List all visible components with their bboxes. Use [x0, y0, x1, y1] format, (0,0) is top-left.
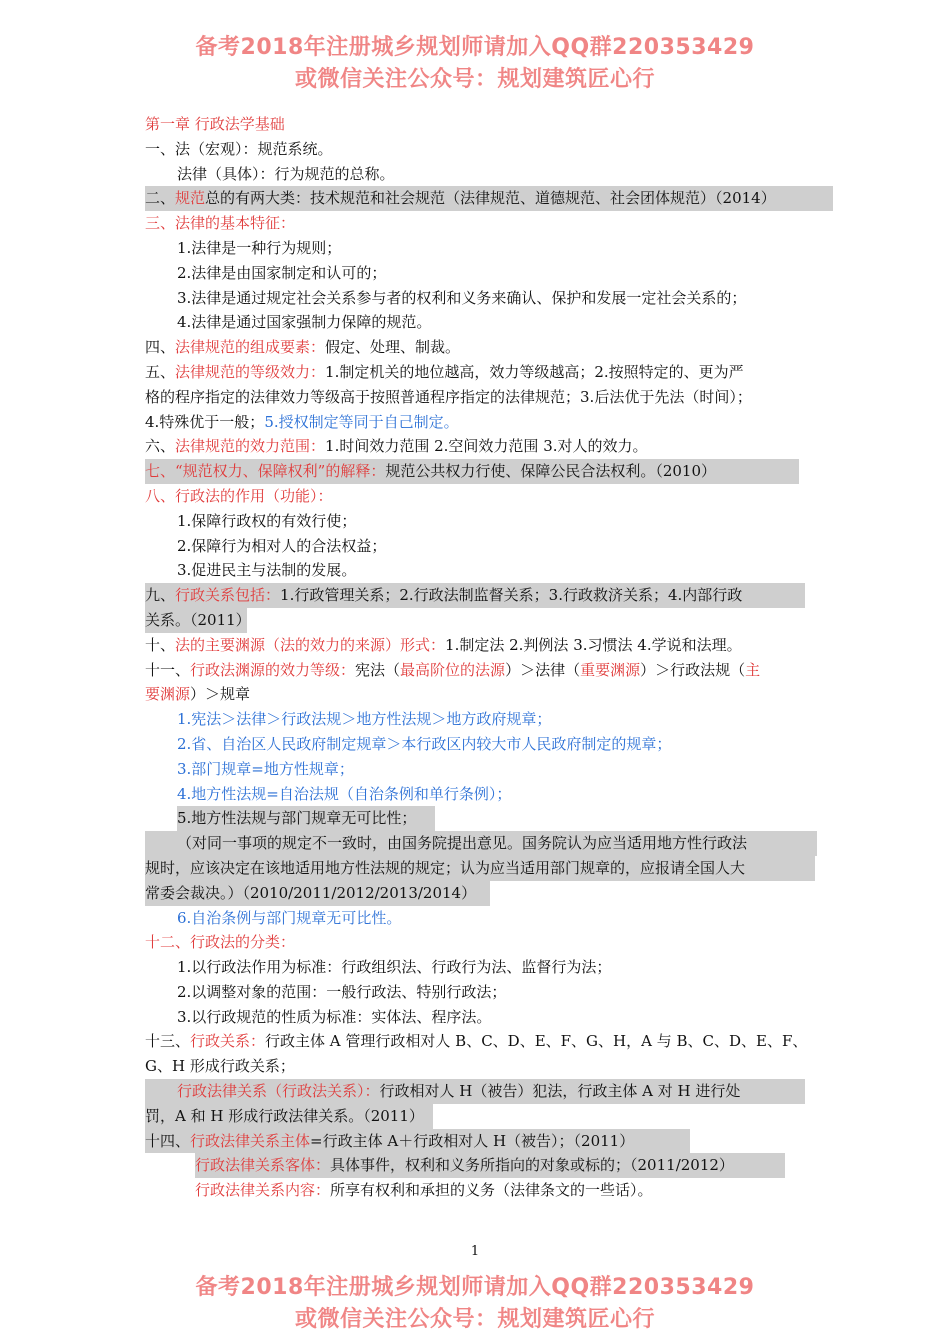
- s10-text: 1.制定法 2.判例法 3.习惯法 4.学说和法理。: [445, 635, 742, 654]
- section-3-heading: [145, 211, 835, 236]
- document-body: [145, 112, 835, 1203]
- s3-item: 4.法律是通过国家强制力保障的规范。: [177, 313, 432, 332]
- s2-red: 规范: [175, 189, 206, 208]
- s13-sub-l2: 罚，A 和 H 形成行政法律关系。（2011）: [145, 1106, 424, 1125]
- s6-text: 1.时间效力范围 2.空间效力范围 3.对人的效力。: [325, 437, 648, 456]
- section-6: [145, 434, 835, 459]
- s7-head: 七、“规范权力、保障权利”的解释：: [145, 462, 386, 481]
- s11-note-row-1: [145, 831, 835, 856]
- s1-line-2: 法律（具体）：行为规范的总称。: [177, 164, 395, 183]
- s3-item: 1.法律是一种行为规则；: [177, 238, 342, 257]
- s11-item-6: 6.自治条例与部门规章无可比性。: [177, 908, 402, 927]
- section-5-line-3: [145, 410, 835, 435]
- banner-line-2: 或微信关注公众号：规划建筑匠心行: [294, 1307, 655, 1332]
- s11-t2: ）＞法律（: [505, 660, 581, 679]
- s14-content-text: 所享有权利和承担的义务（法律条文的一些话）。: [330, 1181, 653, 1200]
- s12-item: 1.以行政法作用为标准：行政组织法、行政行为法、监督行为法；: [177, 958, 612, 977]
- s6-head: 法律规范的效力范围：: [175, 437, 326, 456]
- s11-item-5: 5.地方性法规与部门规章无可比性；: [177, 809, 417, 828]
- s13-sub-l1: 行政相对人 H（被告）犯法，行政主体 A 对 H 进行处: [379, 1082, 741, 1101]
- s13-line-2: G、H 形成行政关系；: [145, 1057, 295, 1076]
- s11-blue-item: 1.宪法＞法律＞行政法规＞地方性法规＞地方政府规章；: [177, 710, 552, 729]
- s1-line-1: 一、法（宏观）：规范系统。: [145, 139, 333, 158]
- s9-head: 行政关系包括：: [175, 586, 281, 605]
- s12-head: 十二、行政法的分类：: [145, 933, 296, 952]
- s11-r4: 要渊源: [145, 685, 191, 704]
- s9-l1: 1.行政管理关系；2.行政法制监督关系；3.行政救济关系；4.内部行政: [280, 586, 743, 605]
- section-14: [145, 1129, 835, 1154]
- s8-item: 3.促进民主与法制的发展。: [177, 561, 357, 580]
- chapter-title: 第一章 行政法学基础: [145, 115, 285, 133]
- s8-head: 八、行政法的作用（功能）：: [145, 486, 333, 505]
- s4-prefix: 四、: [145, 338, 176, 357]
- footer-banner: [0, 1272, 950, 1336]
- s11-blue-item: 2.省、自治区人民政府制定规章＞本行政区内较大市人民政府制定的规章；: [177, 734, 672, 753]
- s9-l2: 关系。（2011）: [145, 610, 251, 629]
- s13-l1: 行政主体 A 管理行政相对人 B、C、D、E、F、G、H，A 与 B、C、D、E、F、: [265, 1032, 808, 1051]
- s9-prefix: 九、: [145, 586, 176, 605]
- s11-t3: ）＞行政法规（: [640, 660, 746, 679]
- section-7: [145, 459, 835, 484]
- s11-note-row-2: [145, 856, 835, 881]
- s13-sub-row-1: [145, 1079, 835, 1104]
- s3-item: 2.法律是由国家制定和认可的；: [177, 263, 387, 282]
- s11-blue-item: 4.地方性法规=自治法规（自治条例和单行条例）；: [177, 784, 512, 803]
- s14-object-row: [145, 1153, 835, 1178]
- section-9-line-2: [145, 608, 835, 633]
- banner-line-2: 或微信关注公众号：规划建筑匠心行: [294, 67, 655, 92]
- section-5-line-1: [145, 360, 835, 385]
- s12-item: 2.以调整对象的范围：一般行政法、特别行政法；: [177, 982, 507, 1001]
- s3-item: 3.法律是通过规定社会关系参与者的权利和义务来确认、保护和发展一定社会关系的；: [177, 288, 747, 307]
- section-2: [145, 186, 835, 211]
- s11-r3: 主: [745, 660, 761, 679]
- s11-note-1: （对同一事项的规定不一致时，由国务院提出意见。国务院认为应当适用地方性行政法: [177, 834, 748, 853]
- s13-sub-head: 行政法律关系（行政法关系）：: [177, 1082, 380, 1101]
- s11-note-2: 规时，应该决定在该地适用地方性法规的规定；认为应当适用部门规章的，应报请全国人大: [145, 858, 746, 877]
- section-10: [145, 633, 835, 658]
- page-number: 1: [470, 1244, 480, 1259]
- s13-head: 行政关系：: [190, 1032, 266, 1051]
- s5-line-2: 格的程序指定的法律效力等级高于按照普通程序指定的法律规范；3.后法优于先法（时间）；: [145, 387, 752, 406]
- s14-head: 行政法律关系主体: [190, 1131, 311, 1150]
- s14-text: =行政主体 A＋行政相对人 H（被告）；（2011）: [310, 1131, 635, 1150]
- s14-object-text: 具体事件，权利和义务所指向的对象或标的；（2011/2012）: [330, 1156, 734, 1175]
- s11-r2: 重要渊源: [580, 660, 641, 679]
- section-13-line-1: [145, 1029, 835, 1054]
- s5-l3: 4.特殊优于一般；: [145, 412, 265, 431]
- s14-content-head: 行政法律关系内容：: [195, 1181, 331, 1200]
- section-11-line-1: [145, 658, 835, 683]
- s11-note-3: 常委会裁决。）（2010/2011/2012/2013/2014）: [145, 883, 477, 902]
- s3-head: 法律的基本特征：: [175, 214, 296, 233]
- section-11-line-2: [145, 682, 835, 707]
- s10-head: 法的主要渊源（法的效力的来源）形式：: [175, 635, 446, 654]
- section-9-line-1: [145, 583, 835, 608]
- s8-item: 1.保障行政权的有效行使；: [177, 511, 357, 530]
- s11-blue-item: 3.部门规章=地方性规章；: [177, 759, 354, 778]
- s4-text: 假定、处理、制裁。: [325, 338, 461, 357]
- s5-head: 法律规范的等级效力：: [175, 362, 326, 381]
- s5-prefix: 五、: [145, 362, 176, 381]
- s11-t4: ）＞规章: [190, 685, 251, 704]
- s2-text: 总的有两大类：技术规范和社会规范（法律规范、道德规范、社会团体规范）（2014）: [205, 189, 776, 208]
- s4-head: 法律规范的组成要素：: [175, 338, 326, 357]
- s11-r1: 最高阶位的法源: [400, 660, 506, 679]
- s7-text: 规范公共权力行使、保障公民合法权利。（2010）: [385, 462, 717, 481]
- s3-prefix: 三、: [145, 214, 176, 233]
- s11-item-5-row: [145, 806, 835, 831]
- s6-prefix: 六、: [145, 437, 176, 456]
- s5-l3-blue: 5.授权制定等同于自己制定。: [264, 412, 459, 431]
- header-banner: [0, 32, 950, 96]
- s11-t1: 宪法（: [355, 660, 401, 679]
- s10-prefix: 十、: [145, 635, 176, 654]
- s11-prefix: 十一、: [145, 660, 191, 679]
- s14-prefix: 十四、: [145, 1131, 191, 1150]
- banner-line-1: 备考2018年注册城乡规划师请加入QQ群220353429: [195, 35, 755, 60]
- s8-item: 2.保障行为相对人的合法权益；: [177, 536, 387, 555]
- s14-object-head: 行政法律关系客体：: [195, 1156, 331, 1175]
- s13-prefix: 十三、: [145, 1032, 191, 1051]
- s11-head: 行政法渊源的效力等级：: [190, 660, 356, 679]
- s2-prefix: 二、: [145, 189, 176, 208]
- s5-l1: 1.制定机关的地位越高，效力等级越高；2.按照特定的、更为严: [325, 362, 744, 381]
- s11-note-row-3: [145, 881, 835, 906]
- s12-item: 3.以行政规范的性质为标准：实体法、程序法。: [177, 1007, 492, 1026]
- banner-line-1: 备考2018年注册城乡规划师请加入QQ群220353429: [195, 1275, 755, 1300]
- s14-content-row: [145, 1178, 835, 1203]
- s13-sub-row-2: [145, 1104, 835, 1129]
- section-4: [145, 335, 835, 360]
